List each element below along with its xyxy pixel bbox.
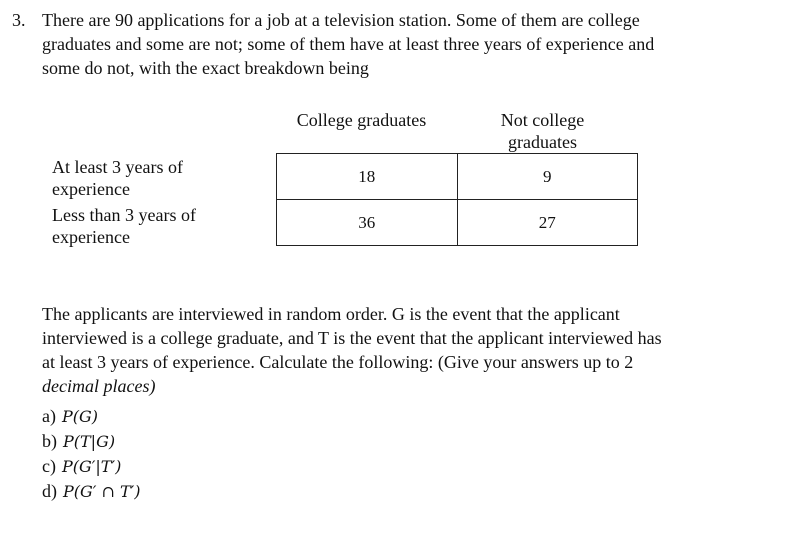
part-expression: P(G′ ∩ T′)	[63, 482, 141, 501]
column-header-not-college-graduates	[447, 109, 638, 153]
table-row	[277, 154, 638, 200]
table-row	[277, 200, 638, 246]
breakdown-table	[276, 153, 638, 246]
part-label: d)	[42, 481, 57, 501]
part-expression: P(G′|T′)	[61, 457, 122, 476]
table-cell: 9	[457, 154, 638, 200]
part-label: b)	[42, 431, 57, 451]
row-label-line: experience	[52, 179, 130, 199]
question-number: 3.	[12, 10, 26, 30]
question-paragraph	[42, 302, 662, 398]
part-item	[42, 404, 141, 429]
column-header-line: Not college	[500, 110, 585, 130]
column-header-line: graduates	[508, 132, 577, 152]
row-label-at-least-3-years	[52, 156, 183, 200]
row-label-line: experience	[52, 227, 130, 247]
paragraph-line: at least 3 years of experience. Calculate the following: (Give your answers up to 2	[42, 352, 634, 372]
column-header-line: College graduates	[296, 110, 427, 130]
row-label-line: Less than 3 years of	[52, 205, 196, 225]
paragraph-line: interviewed is a college graduate, and T is the event that the applicant interviewed has	[42, 328, 662, 348]
part-item	[42, 454, 141, 479]
intro-line: graduates and some are not; some of them have at least three years of experience and	[42, 34, 655, 54]
intro-line: some do not, with the exact breakdown being	[42, 58, 369, 78]
table-cell: 27	[457, 200, 638, 246]
column-header-college-graduates	[276, 109, 447, 131]
row-label-line: At least 3 years of	[52, 157, 183, 177]
paragraph-line: The applicants are interviewed in random order. G is the event that the applicant	[42, 304, 620, 324]
part-label: c)	[42, 456, 56, 476]
part-expression: P(T|G)	[63, 432, 116, 451]
table-cell: 36	[277, 200, 458, 246]
question-intro	[42, 8, 654, 80]
intro-line: There are 90 applications for a job at a television station. Some of them are college	[42, 10, 640, 30]
part-label: a)	[42, 406, 56, 426]
row-label-less-than-3-years	[52, 204, 196, 248]
part-expression: P(G)	[61, 407, 99, 426]
part-item	[42, 429, 141, 454]
paragraph-line: decimal places)	[42, 376, 156, 396]
question-parts	[42, 404, 141, 504]
table-cell: 18	[277, 154, 458, 200]
part-item	[42, 479, 141, 504]
